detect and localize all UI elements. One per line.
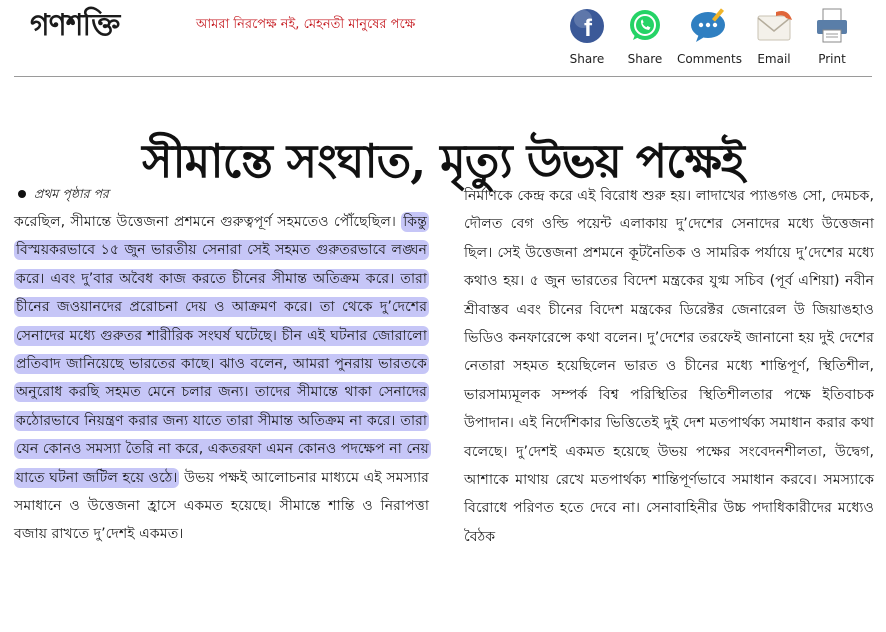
comment-bubble-icon [689,6,729,46]
facebook-share-label: Share [569,52,605,66]
whatsapp-share-button[interactable] [619,6,671,70]
masthead [0,0,886,76]
article-body-right: নির্মাণকে কেন্দ্র করে এই বিরোধ শুরু হয়। লাদাখের প্যাঙগঙ সো, দেমচক, দৌলত বেগ ওল্ডি পয়েন্ট এলাকায় দু’দেশের সেনাদের মধ্যে উত্তেজনা ছিল। সেই উত্তেজনা প্রশমনে কূটনৈতিক ও সামরিক পর্যায়ে দু’দেশের মধ্যে কথাও হয়। ৫ জুন ভারতের বিদেশ মন্ত্রকের যুগ্ম সচিব (পূর্ব এশিয়া) নবীন শ্রীবাস্তব এবং চীনের বিদেশ মন্ত্রকের ডিরেক্টর জেনারেল উ জিয়াঙহাও ভিডিও কনফারেন্সে কথা বলেন। দু’দেশের তরফেই জানানো হয় দুই দেশের নেতারা সহমত হয়েছিলেন ভারত ও চীনের মধ্যে শান্তিপূর্ণ, স্থিতিশীল, ভারসাম্যমূলক সম্পর্ক বিশ্ব পরিস্থিতির স্থিতিশীলতার পক্ষে ইতিবাচক উপাদান। এই নির্দেশিকার ভিত্তিতেই দুই দেশ মতপার্থক্য সমাধান করার কথা বলেছে। দু’দেশই একমত হয়েছে উভয় পক্ষের সংবেদনশীলতা, উদ্বেগ, আশাকে মাথায় রেখে মতপার্থক্য শান্তিপূর্ণভাবে সমাধান করবে। সমস্যাকে বিরোধে পরিণত হতে দেবে না। সেনাবাহিনীর উচ্চ পদাধিকারীদের মধ্যেও বৈঠক [464,188,874,545]
ganashakti-logo[interactable]: গণশক্তি [30,8,120,43]
article-column-right [464,182,874,551]
svg-text:f: f [583,15,592,42]
facebook-icon [567,6,607,46]
body-text-outro: উভয় পক্ষই আলোচনার মাধ্যমে এই সমস্যার সমাধানে ও উত্তেজনা হ্রাসে একমত হয়েছে। সীমান্তে শান্তি ও নিরাপত্তা বজায় রাখতে দু’দেশই একমত। [14,469,429,543]
highlighted-text: কিন্তু বিস্ময়করভাবে ১৫ জুন ভারতীয় সেনারা সেই সহমত গুরুতরভাবে লঙ্ঘন করে। এবং দু’বার অবৈধ কাজ করতে চীনের সীমান্ত অতিক্রম করে। তারা চীনের জওয়ানদের প্ররোচনা দেয় ও আক্রমণ করে। তা থেকে দু’দেশের সেনাদের মধ্যে গুরুতর শারীরিক সংঘর্ষ ঘটেছে। চীন এই ঘটনার জোরালো প্রতিবাদ জানিয়েছে ভারতের কাছে। ঝাও বলেন, আমরা পুনরায় ভারতকে অনুরোধ করছি সহমত মেনে চলার জন্য। তাদের সীমান্তে থাকা সেনাদের কঠোরভাবে নিয়ন্ত্রণ করার জন্য যাতে তারা সীমান্ত অতিক্রম না করে। তারা যেন কোনও সমস্যা তৈরি না করে, একতরফা এমন কোনও পদক্ষেপ না নেয় যাতে ঘটনা জটিল হয়ে ওঠে। [16,214,429,486]
print-label: Print [818,52,846,66]
bullet-icon [18,190,26,198]
article-column-left [14,182,429,549]
facebook-share-button[interactable] [561,6,613,70]
article-body-left [14,208,429,549]
comments-label: Comments [676,52,742,66]
continued-label: প্রথম পৃষ্ঠার পর [34,186,109,201]
article-headline: সীমান্তে সংঘাত, মৃত্যু উভয় পক্ষেই [142,133,744,188]
print-button[interactable] [806,6,858,70]
whatsapp-share-label: Share [627,52,663,66]
share-toolbar [561,6,858,70]
printer-icon [812,6,852,46]
masthead-divider [14,76,872,77]
masthead-tagline: আমরা নিরপেক্ষ নই, মেহনতী মানুষের পক্ষে [196,17,416,32]
email-label: Email [757,52,791,66]
email-envelope-icon [754,6,794,46]
email-button[interactable] [748,6,800,70]
comments-button[interactable] [677,6,742,70]
continued-from-front-page [14,182,429,206]
whatsapp-icon [625,6,665,46]
body-text-intro: করেছিল, সীমান্তে উত্তেজনা প্রশমনে গুরুত্বপূর্ণ সহমতেও পৌঁছেছিল। [14,214,396,230]
